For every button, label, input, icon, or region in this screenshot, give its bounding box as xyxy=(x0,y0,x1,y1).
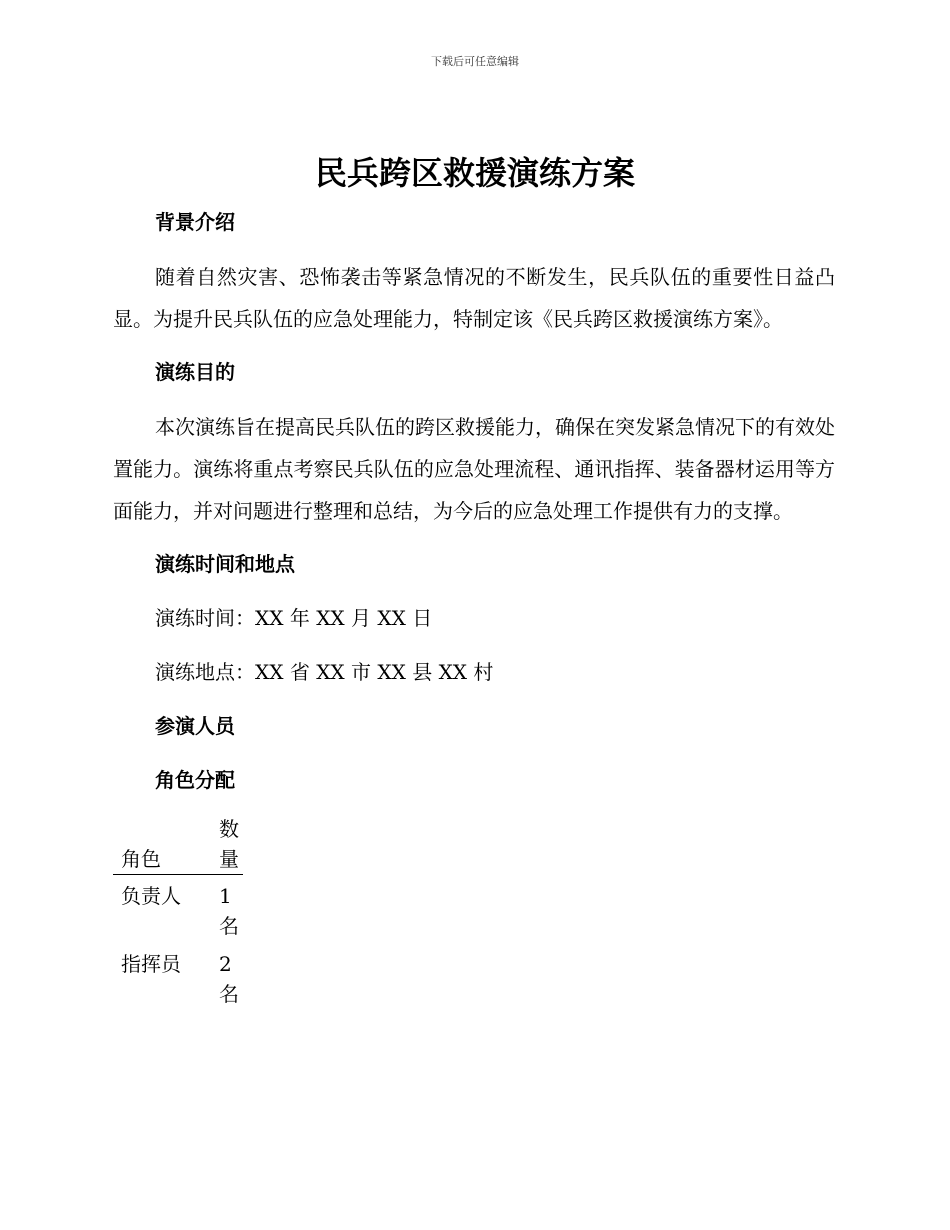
section-heading-time-place: 演练时间和地点 xyxy=(155,552,295,576)
document-body xyxy=(113,202,835,1011)
document-title: 民兵跨区救援演练方案 xyxy=(314,154,635,192)
table-cell-role: 负责人 xyxy=(121,884,181,908)
table-header-row xyxy=(113,814,243,875)
drill-place-line: 演练地点：XX 省 XX 市 XX 县 XX 村 xyxy=(155,660,494,684)
section-heading-participants: 参演人员 xyxy=(155,714,235,738)
section-heading-roles: 角色分配 xyxy=(155,768,235,792)
table-row xyxy=(113,943,243,1011)
purpose-paragraph: 本次演练旨在提高民兵队伍的跨区救援能力，确保在突发紧急情况下的有效处置能力。演练将重点考察民兵队伍的应急处理流程、通讯指挥、装备器材运用等方面能力，并对问题进行整理和总结，为今后的应急处理工作提供有力的支撑。 xyxy=(113,415,835,523)
table-row xyxy=(113,875,243,944)
section-heading-purpose: 演练目的 xyxy=(155,360,235,384)
table-cell-role: 指挥员 xyxy=(121,952,181,976)
table-header-quantity: 数量 xyxy=(211,814,243,875)
table-header-role: 角色 xyxy=(113,814,211,875)
background-paragraph: 随着自然灾害、恐怖袭击等紧急情况的不断发生，民兵队伍的重要性日益凸显。为提升民兵队伍的应急处理能力，特制定该《民兵跨区救援演练方案》。 xyxy=(113,265,835,331)
role-assignment-table xyxy=(113,814,243,1011)
table-cell-quantity: 2 名 xyxy=(219,952,239,1006)
section-heading-background: 背景介绍 xyxy=(155,210,235,234)
table-cell-quantity: 1 名 xyxy=(219,884,239,938)
page-header: 下载后可任意编辑 xyxy=(431,55,519,68)
drill-time-line: 演练时间：XX 年 XX 月 XX 日 xyxy=(155,606,433,630)
